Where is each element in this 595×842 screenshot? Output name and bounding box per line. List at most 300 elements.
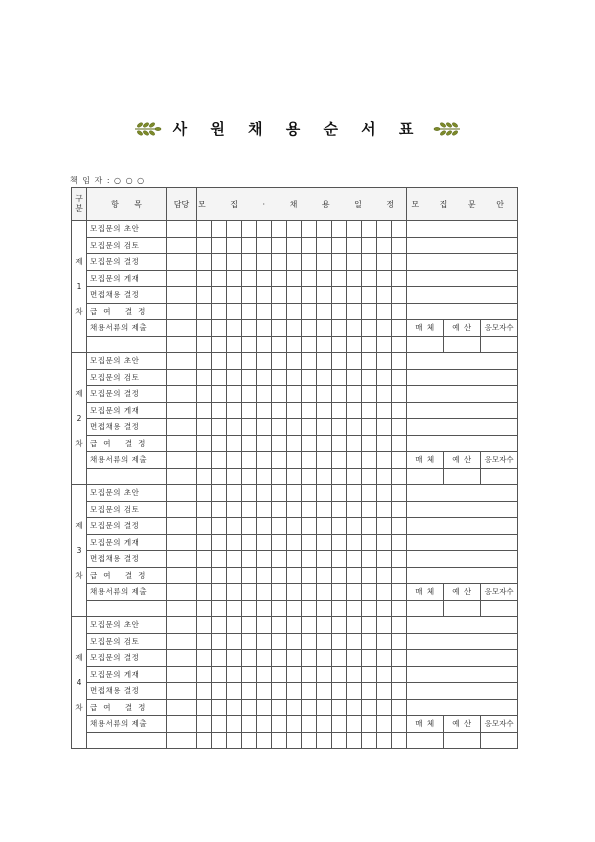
schedule-day-cell[interactable] <box>272 435 287 452</box>
schedule-day-cell[interactable] <box>257 386 272 403</box>
schedule-day-cell[interactable] <box>377 650 392 667</box>
schedule-day-cell[interactable] <box>302 551 317 568</box>
schedule-day-cell[interactable] <box>392 402 407 419</box>
schedule-day-cell[interactable] <box>362 320 377 337</box>
schedule-day-cell[interactable] <box>347 336 362 353</box>
schedule-day-cell[interactable] <box>212 254 227 271</box>
schedule-day-cell[interactable] <box>257 518 272 535</box>
proposal-text-cell[interactable] <box>407 287 518 304</box>
schedule-day-cell[interactable] <box>332 353 347 370</box>
schedule-day-cell[interactable] <box>272 699 287 716</box>
schedule-day-cell[interactable] <box>212 633 227 650</box>
schedule-day-cell[interactable] <box>347 287 362 304</box>
schedule-day-cell[interactable] <box>332 534 347 551</box>
schedule-day-cell[interactable] <box>377 683 392 700</box>
schedule-day-cell[interactable] <box>347 584 362 601</box>
schedule-day-cell[interactable] <box>332 683 347 700</box>
schedule-day-cell[interactable] <box>212 452 227 469</box>
schedule-day-cell[interactable] <box>317 320 332 337</box>
schedule-day-cell[interactable] <box>362 716 377 733</box>
proposal-text-cell[interactable] <box>407 369 518 386</box>
schedule-day-cell[interactable] <box>317 617 332 634</box>
schedule-day-cell[interactable] <box>197 303 212 320</box>
schedule-day-cell[interactable] <box>272 732 287 749</box>
schedule-day-cell[interactable] <box>227 386 242 403</box>
owner-cell[interactable] <box>167 666 197 683</box>
schedule-day-cell[interactable] <box>287 551 302 568</box>
schedule-day-cell[interactable] <box>227 237 242 254</box>
schedule-day-cell[interactable] <box>287 270 302 287</box>
schedule-day-cell[interactable] <box>212 435 227 452</box>
schedule-day-cell[interactable] <box>212 551 227 568</box>
proposal-text-cell[interactable] <box>407 501 518 518</box>
schedule-day-cell[interactable] <box>257 369 272 386</box>
owner-cell[interactable] <box>167 452 197 469</box>
schedule-day-cell[interactable] <box>302 633 317 650</box>
schedule-day-cell[interactable] <box>392 600 407 617</box>
schedule-day-cell[interactable] <box>347 270 362 287</box>
schedule-day-cell[interactable] <box>302 237 317 254</box>
schedule-day-cell[interactable] <box>362 732 377 749</box>
schedule-day-cell[interactable] <box>392 683 407 700</box>
owner-cell[interactable] <box>167 716 197 733</box>
schedule-day-cell[interactable] <box>227 732 242 749</box>
schedule-day-cell[interactable] <box>227 551 242 568</box>
schedule-day-cell[interactable] <box>347 600 362 617</box>
schedule-day-cell[interactable] <box>257 567 272 584</box>
schedule-day-cell[interactable] <box>302 270 317 287</box>
schedule-day-cell[interactable] <box>362 287 377 304</box>
schedule-day-cell[interactable] <box>347 485 362 502</box>
schedule-day-cell[interactable] <box>362 485 377 502</box>
schedule-day-cell[interactable] <box>197 716 212 733</box>
schedule-day-cell[interactable] <box>362 501 377 518</box>
schedule-day-cell[interactable] <box>377 287 392 304</box>
schedule-day-cell[interactable] <box>212 584 227 601</box>
schedule-day-cell[interactable] <box>347 221 362 238</box>
schedule-day-cell[interactable] <box>302 287 317 304</box>
schedule-day-cell[interactable] <box>362 584 377 601</box>
schedule-day-cell[interactable] <box>302 320 317 337</box>
schedule-day-cell[interactable] <box>317 666 332 683</box>
schedule-day-cell[interactable] <box>392 501 407 518</box>
owner-cell[interactable] <box>167 650 197 667</box>
schedule-day-cell[interactable] <box>317 650 332 667</box>
proposal-sub-value[interactable] <box>407 600 444 617</box>
schedule-day-cell[interactable] <box>332 320 347 337</box>
owner-cell[interactable] <box>167 501 197 518</box>
schedule-day-cell[interactable] <box>242 666 257 683</box>
schedule-day-cell[interactable] <box>242 699 257 716</box>
schedule-day-cell[interactable] <box>272 518 287 535</box>
schedule-day-cell[interactable] <box>332 402 347 419</box>
schedule-day-cell[interactable] <box>377 320 392 337</box>
schedule-day-cell[interactable] <box>347 650 362 667</box>
schedule-day-cell[interactable] <box>287 221 302 238</box>
schedule-day-cell[interactable] <box>347 254 362 271</box>
schedule-day-cell[interactable] <box>287 518 302 535</box>
schedule-day-cell[interactable] <box>347 518 362 535</box>
schedule-day-cell[interactable] <box>287 485 302 502</box>
schedule-day-cell[interactable] <box>377 237 392 254</box>
schedule-day-cell[interactable] <box>362 254 377 271</box>
schedule-day-cell[interactable] <box>242 617 257 634</box>
schedule-day-cell[interactable] <box>227 452 242 469</box>
schedule-day-cell[interactable] <box>362 468 377 485</box>
schedule-day-cell[interactable] <box>347 353 362 370</box>
schedule-day-cell[interactable] <box>257 683 272 700</box>
schedule-day-cell[interactable] <box>332 584 347 601</box>
schedule-day-cell[interactable] <box>242 468 257 485</box>
schedule-day-cell[interactable] <box>287 633 302 650</box>
schedule-day-cell[interactable] <box>242 534 257 551</box>
schedule-day-cell[interactable] <box>212 270 227 287</box>
schedule-day-cell[interactable] <box>272 254 287 271</box>
schedule-day-cell[interactable] <box>197 534 212 551</box>
schedule-day-cell[interactable] <box>377 435 392 452</box>
schedule-day-cell[interactable] <box>257 402 272 419</box>
proposal-text-cell[interactable] <box>407 419 518 436</box>
schedule-day-cell[interactable] <box>302 501 317 518</box>
schedule-day-cell[interactable] <box>227 633 242 650</box>
schedule-day-cell[interactable] <box>242 501 257 518</box>
schedule-day-cell[interactable] <box>377 732 392 749</box>
owner-cell[interactable] <box>167 468 197 485</box>
schedule-day-cell[interactable] <box>377 254 392 271</box>
schedule-day-cell[interactable] <box>212 353 227 370</box>
owner-cell[interactable] <box>167 402 197 419</box>
schedule-day-cell[interactable] <box>227 320 242 337</box>
schedule-day-cell[interactable] <box>362 435 377 452</box>
schedule-day-cell[interactable] <box>227 518 242 535</box>
proposal-text-cell[interactable] <box>407 617 518 634</box>
owner-cell[interactable] <box>167 699 197 716</box>
schedule-day-cell[interactable] <box>392 699 407 716</box>
schedule-day-cell[interactable] <box>212 732 227 749</box>
schedule-day-cell[interactable] <box>212 650 227 667</box>
schedule-day-cell[interactable] <box>377 534 392 551</box>
schedule-day-cell[interactable] <box>242 270 257 287</box>
schedule-day-cell[interactable] <box>272 584 287 601</box>
schedule-day-cell[interactable] <box>272 716 287 733</box>
schedule-day-cell[interactable] <box>392 617 407 634</box>
owner-cell[interactable] <box>167 600 197 617</box>
schedule-day-cell[interactable] <box>287 419 302 436</box>
schedule-day-cell[interactable] <box>257 336 272 353</box>
schedule-day-cell[interactable] <box>272 633 287 650</box>
schedule-day-cell[interactable] <box>332 270 347 287</box>
schedule-day-cell[interactable] <box>197 336 212 353</box>
schedule-day-cell[interactable] <box>257 320 272 337</box>
schedule-day-cell[interactable] <box>272 303 287 320</box>
schedule-day-cell[interactable] <box>347 666 362 683</box>
schedule-day-cell[interactable] <box>197 650 212 667</box>
owner-cell[interactable] <box>167 353 197 370</box>
proposal-text-cell[interactable] <box>407 666 518 683</box>
schedule-day-cell[interactable] <box>227 419 242 436</box>
schedule-day-cell[interactable] <box>317 369 332 386</box>
proposal-sub-value[interactable] <box>444 732 481 749</box>
schedule-day-cell[interactable] <box>257 650 272 667</box>
schedule-day-cell[interactable] <box>347 402 362 419</box>
schedule-day-cell[interactable] <box>392 336 407 353</box>
owner-cell[interactable] <box>167 386 197 403</box>
schedule-day-cell[interactable] <box>272 320 287 337</box>
schedule-day-cell[interactable] <box>347 452 362 469</box>
schedule-day-cell[interactable] <box>347 435 362 452</box>
schedule-day-cell[interactable] <box>302 402 317 419</box>
schedule-day-cell[interactable] <box>287 402 302 419</box>
schedule-day-cell[interactable] <box>317 237 332 254</box>
schedule-day-cell[interactable] <box>317 221 332 238</box>
schedule-day-cell[interactable] <box>197 221 212 238</box>
owner-cell[interactable] <box>167 567 197 584</box>
schedule-day-cell[interactable] <box>197 567 212 584</box>
schedule-day-cell[interactable] <box>287 617 302 634</box>
schedule-day-cell[interactable] <box>317 485 332 502</box>
owner-cell[interactable] <box>167 237 197 254</box>
schedule-day-cell[interactable] <box>377 419 392 436</box>
schedule-day-cell[interactable] <box>287 369 302 386</box>
schedule-day-cell[interactable] <box>197 402 212 419</box>
schedule-day-cell[interactable] <box>377 221 392 238</box>
proposal-text-cell[interactable] <box>407 254 518 271</box>
schedule-day-cell[interactable] <box>392 551 407 568</box>
schedule-day-cell[interactable] <box>212 716 227 733</box>
proposal-sub-value[interactable] <box>481 336 518 353</box>
schedule-day-cell[interactable] <box>212 666 227 683</box>
schedule-day-cell[interactable] <box>257 732 272 749</box>
owner-cell[interactable] <box>167 369 197 386</box>
schedule-day-cell[interactable] <box>332 501 347 518</box>
schedule-day-cell[interactable] <box>287 600 302 617</box>
schedule-day-cell[interactable] <box>362 650 377 667</box>
schedule-day-cell[interactable] <box>392 732 407 749</box>
schedule-day-cell[interactable] <box>332 617 347 634</box>
schedule-day-cell[interactable] <box>332 485 347 502</box>
schedule-day-cell[interactable] <box>377 567 392 584</box>
proposal-sub-value[interactable] <box>444 600 481 617</box>
schedule-day-cell[interactable] <box>347 419 362 436</box>
schedule-day-cell[interactable] <box>332 452 347 469</box>
proposal-sub-value[interactable] <box>407 468 444 485</box>
schedule-day-cell[interactable] <box>197 237 212 254</box>
proposal-text-cell[interactable] <box>407 485 518 502</box>
schedule-day-cell[interactable] <box>257 468 272 485</box>
schedule-day-cell[interactable] <box>392 287 407 304</box>
schedule-day-cell[interactable] <box>362 419 377 436</box>
schedule-day-cell[interactable] <box>212 221 227 238</box>
schedule-day-cell[interactable] <box>287 254 302 271</box>
schedule-day-cell[interactable] <box>317 270 332 287</box>
schedule-day-cell[interactable] <box>197 732 212 749</box>
schedule-day-cell[interactable] <box>377 633 392 650</box>
schedule-day-cell[interactable] <box>197 617 212 634</box>
schedule-day-cell[interactable] <box>332 633 347 650</box>
schedule-day-cell[interactable] <box>332 287 347 304</box>
schedule-day-cell[interactable] <box>377 468 392 485</box>
schedule-day-cell[interactable] <box>332 600 347 617</box>
schedule-day-cell[interactable] <box>197 254 212 271</box>
schedule-day-cell[interactable] <box>392 369 407 386</box>
schedule-day-cell[interactable] <box>227 402 242 419</box>
proposal-sub-value[interactable] <box>481 732 518 749</box>
schedule-day-cell[interactable] <box>392 303 407 320</box>
schedule-day-cell[interactable] <box>272 666 287 683</box>
schedule-day-cell[interactable] <box>317 567 332 584</box>
schedule-day-cell[interactable] <box>257 270 272 287</box>
schedule-day-cell[interactable] <box>212 567 227 584</box>
schedule-day-cell[interactable] <box>212 320 227 337</box>
schedule-day-cell[interactable] <box>362 534 377 551</box>
schedule-day-cell[interactable] <box>302 221 317 238</box>
schedule-day-cell[interactable] <box>242 650 257 667</box>
schedule-day-cell[interactable] <box>377 501 392 518</box>
schedule-day-cell[interactable] <box>227 617 242 634</box>
schedule-day-cell[interactable] <box>257 287 272 304</box>
schedule-day-cell[interactable] <box>347 716 362 733</box>
schedule-day-cell[interactable] <box>347 551 362 568</box>
schedule-day-cell[interactable] <box>377 518 392 535</box>
owner-cell[interactable] <box>167 584 197 601</box>
schedule-day-cell[interactable] <box>302 452 317 469</box>
schedule-day-cell[interactable] <box>242 584 257 601</box>
schedule-day-cell[interactable] <box>362 386 377 403</box>
schedule-day-cell[interactable] <box>197 419 212 436</box>
schedule-day-cell[interactable] <box>257 303 272 320</box>
schedule-day-cell[interactable] <box>302 716 317 733</box>
schedule-day-cell[interactable] <box>332 419 347 436</box>
proposal-text-cell[interactable] <box>407 518 518 535</box>
schedule-day-cell[interactable] <box>377 386 392 403</box>
schedule-day-cell[interactable] <box>377 452 392 469</box>
schedule-day-cell[interactable] <box>347 683 362 700</box>
schedule-day-cell[interactable] <box>332 567 347 584</box>
schedule-day-cell[interactable] <box>362 518 377 535</box>
schedule-day-cell[interactable] <box>257 501 272 518</box>
schedule-day-cell[interactable] <box>227 287 242 304</box>
schedule-day-cell[interactable] <box>257 237 272 254</box>
schedule-day-cell[interactable] <box>362 683 377 700</box>
schedule-day-cell[interactable] <box>287 353 302 370</box>
owner-cell[interactable] <box>167 617 197 634</box>
schedule-day-cell[interactable] <box>392 386 407 403</box>
schedule-day-cell[interactable] <box>302 584 317 601</box>
schedule-day-cell[interactable] <box>212 485 227 502</box>
schedule-day-cell[interactable] <box>317 501 332 518</box>
schedule-day-cell[interactable] <box>212 287 227 304</box>
proposal-text-cell[interactable] <box>407 270 518 287</box>
schedule-day-cell[interactable] <box>212 468 227 485</box>
schedule-day-cell[interactable] <box>317 353 332 370</box>
schedule-day-cell[interactable] <box>272 237 287 254</box>
schedule-day-cell[interactable] <box>302 518 317 535</box>
owner-cell[interactable] <box>167 518 197 535</box>
schedule-day-cell[interactable] <box>242 287 257 304</box>
schedule-day-cell[interactable] <box>242 221 257 238</box>
owner-cell[interactable] <box>167 303 197 320</box>
schedule-day-cell[interactable] <box>392 468 407 485</box>
schedule-day-cell[interactable] <box>332 221 347 238</box>
schedule-day-cell[interactable] <box>242 633 257 650</box>
schedule-day-cell[interactable] <box>347 320 362 337</box>
schedule-day-cell[interactable] <box>212 419 227 436</box>
schedule-day-cell[interactable] <box>272 567 287 584</box>
schedule-day-cell[interactable] <box>287 287 302 304</box>
schedule-day-cell[interactable] <box>377 699 392 716</box>
schedule-day-cell[interactable] <box>257 254 272 271</box>
schedule-day-cell[interactable] <box>227 221 242 238</box>
owner-cell[interactable] <box>167 221 197 238</box>
schedule-day-cell[interactable] <box>212 237 227 254</box>
proposal-text-cell[interactable] <box>407 402 518 419</box>
schedule-day-cell[interactable] <box>347 237 362 254</box>
schedule-day-cell[interactable] <box>377 270 392 287</box>
schedule-day-cell[interactable] <box>227 303 242 320</box>
schedule-day-cell[interactable] <box>227 435 242 452</box>
schedule-day-cell[interactable] <box>317 336 332 353</box>
schedule-day-cell[interactable] <box>212 617 227 634</box>
owner-cell[interactable] <box>167 732 197 749</box>
schedule-day-cell[interactable] <box>347 617 362 634</box>
schedule-day-cell[interactable] <box>257 699 272 716</box>
proposal-sub-value[interactable] <box>444 468 481 485</box>
schedule-day-cell[interactable] <box>197 386 212 403</box>
proposal-sub-value[interactable] <box>407 336 444 353</box>
schedule-day-cell[interactable] <box>212 683 227 700</box>
schedule-day-cell[interactable] <box>272 683 287 700</box>
schedule-day-cell[interactable] <box>242 567 257 584</box>
schedule-day-cell[interactable] <box>362 452 377 469</box>
schedule-day-cell[interactable] <box>377 666 392 683</box>
schedule-day-cell[interactable] <box>317 435 332 452</box>
schedule-day-cell[interactable] <box>302 353 317 370</box>
schedule-day-cell[interactable] <box>317 584 332 601</box>
schedule-day-cell[interactable] <box>317 732 332 749</box>
proposal-text-cell[interactable] <box>407 683 518 700</box>
schedule-day-cell[interactable] <box>257 666 272 683</box>
schedule-day-cell[interactable] <box>317 287 332 304</box>
schedule-day-cell[interactable] <box>212 369 227 386</box>
schedule-day-cell[interactable] <box>332 237 347 254</box>
schedule-day-cell[interactable] <box>392 353 407 370</box>
proposal-text-cell[interactable] <box>407 699 518 716</box>
proposal-text-cell[interactable] <box>407 386 518 403</box>
schedule-day-cell[interactable] <box>257 633 272 650</box>
schedule-day-cell[interactable] <box>227 254 242 271</box>
schedule-day-cell[interactable] <box>332 369 347 386</box>
schedule-day-cell[interactable] <box>197 468 212 485</box>
schedule-day-cell[interactable] <box>242 369 257 386</box>
schedule-day-cell[interactable] <box>227 501 242 518</box>
schedule-day-cell[interactable] <box>212 534 227 551</box>
schedule-day-cell[interactable] <box>197 600 212 617</box>
schedule-day-cell[interactable] <box>317 518 332 535</box>
schedule-day-cell[interactable] <box>257 584 272 601</box>
schedule-day-cell[interactable] <box>317 600 332 617</box>
schedule-day-cell[interactable] <box>302 650 317 667</box>
schedule-day-cell[interactable] <box>317 402 332 419</box>
schedule-day-cell[interactable] <box>242 551 257 568</box>
schedule-day-cell[interactable] <box>377 485 392 502</box>
schedule-day-cell[interactable] <box>272 336 287 353</box>
schedule-day-cell[interactable] <box>197 320 212 337</box>
schedule-day-cell[interactable] <box>392 633 407 650</box>
schedule-day-cell[interactable] <box>317 699 332 716</box>
schedule-day-cell[interactable] <box>392 320 407 337</box>
schedule-day-cell[interactable] <box>362 336 377 353</box>
schedule-day-cell[interactable] <box>242 419 257 436</box>
